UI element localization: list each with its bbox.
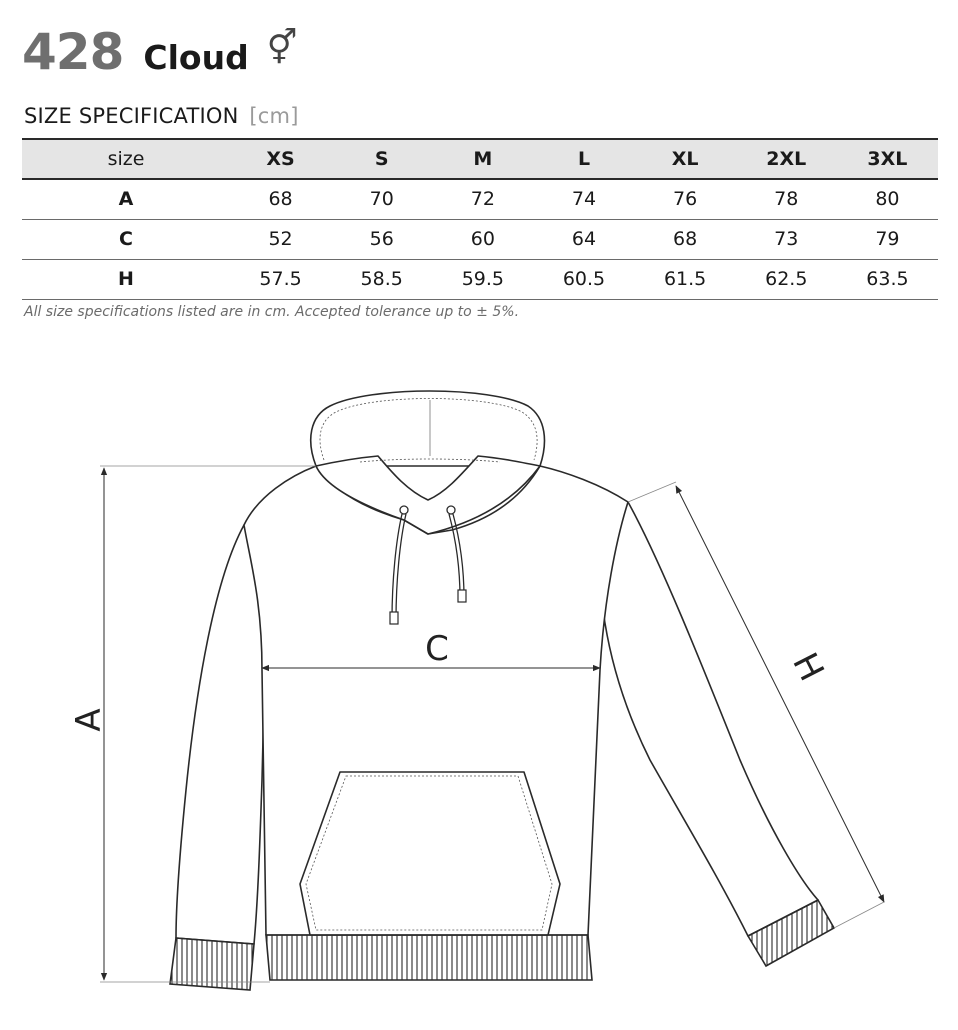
product-code: 428 — [22, 23, 124, 81]
dim-h-ext-top — [628, 482, 676, 502]
table-cell: 70 — [331, 179, 432, 219]
hood-back — [311, 391, 545, 466]
size-table-header-row — [22, 139, 938, 179]
header-cell-xs: XS — [230, 139, 331, 179]
table-cell: 74 — [533, 179, 634, 219]
row-label: C — [22, 219, 230, 259]
kangaroo-pocket — [300, 772, 560, 935]
header-cell-size: size — [22, 139, 230, 179]
hoodie-diagram — [0, 330, 958, 1020]
header-cell-2xl: 2XL — [736, 139, 837, 179]
table-cell: 60 — [432, 219, 533, 259]
left-sleeve — [176, 525, 266, 944]
table-row-h — [22, 259, 938, 299]
tolerance-note: All size specifications listed are in cm. Accepted tolerance up to ± 5%. — [24, 304, 520, 320]
row-label: A — [22, 179, 230, 219]
table-cell: 76 — [635, 179, 736, 219]
right-aglet — [458, 590, 466, 602]
left-aglet — [390, 612, 398, 624]
table-cell: 62.5 — [736, 259, 837, 299]
product-header — [22, 24, 297, 80]
header-cell-s: S — [331, 139, 432, 179]
size-spec-unit: [cm] — [249, 104, 299, 128]
table-cell: 64 — [533, 219, 634, 259]
table-cell: 57.5 — [230, 259, 331, 299]
table-cell: 79 — [837, 219, 938, 259]
header-cell-xl: XL — [635, 139, 736, 179]
table-cell: 61.5 — [635, 259, 736, 299]
hem-rib — [266, 935, 592, 980]
size-table — [22, 138, 938, 300]
table-cell: 68 — [635, 219, 736, 259]
table-row-c — [22, 219, 938, 259]
table-cell: 58.5 — [331, 259, 432, 299]
dim-h-ext-bottom — [834, 902, 884, 928]
table-cell: 80 — [837, 179, 938, 219]
table-cell: 68 — [230, 179, 331, 219]
table-cell: 72 — [432, 179, 533, 219]
product-name: Cloud — [143, 38, 249, 77]
right-sleeve — [600, 502, 818, 936]
table-cell: 59.5 — [432, 259, 533, 299]
header-cell-l: L — [533, 139, 634, 179]
size-spec-title — [24, 104, 299, 128]
size-spec-title-text: SIZE SPECIFICATION — [24, 104, 239, 128]
table-cell: 73 — [736, 219, 837, 259]
table-cell: 60.5 — [533, 259, 634, 299]
row-label: H — [22, 259, 230, 299]
table-cell: 52 — [230, 219, 331, 259]
table-cell: 78 — [736, 179, 837, 219]
dim-c-label: C — [425, 629, 449, 669]
header-cell-3xl: 3XL — [837, 139, 938, 179]
dim-a-label: A — [69, 708, 109, 732]
dim-h-label: H — [784, 646, 832, 688]
table-row-a — [22, 179, 938, 219]
table-cell: 63.5 — [837, 259, 938, 299]
unisex-icon: ⚥ — [266, 28, 298, 68]
header-cell-m: M — [432, 139, 533, 179]
table-cell: 56 — [331, 219, 432, 259]
